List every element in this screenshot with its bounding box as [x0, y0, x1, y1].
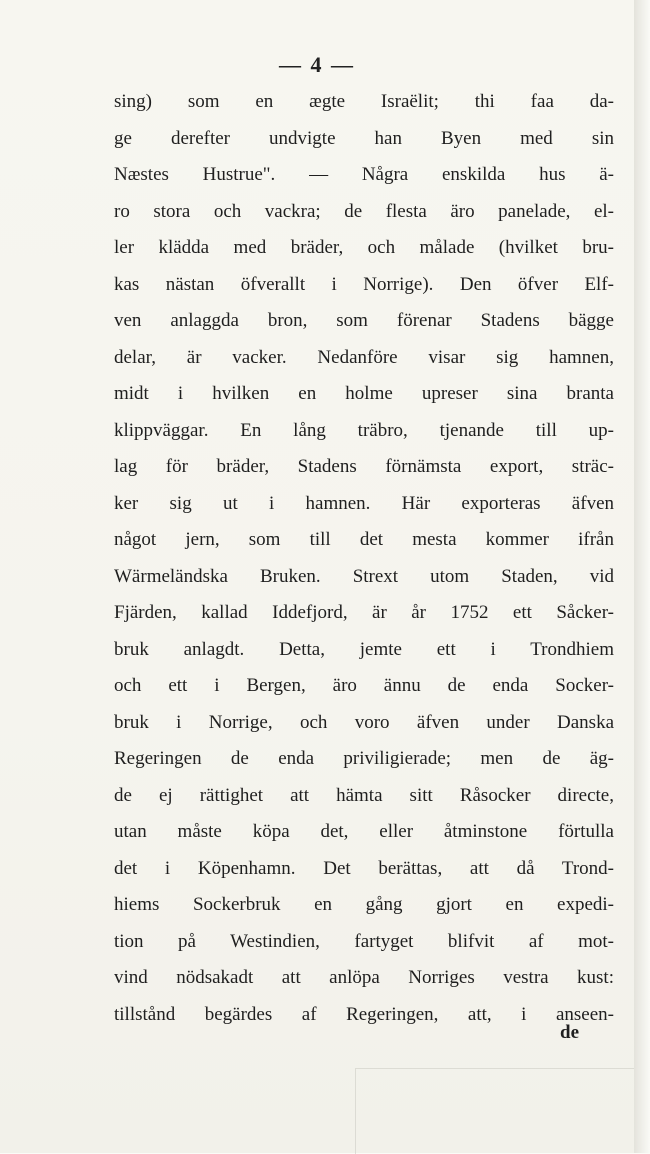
text-line: klippväggar. En lång träbro, tjenande till up-: [114, 419, 614, 441]
text-line: de ej rättighet att hämta sitt Råsocker directe,: [114, 784, 614, 806]
text-line: ler klädda med bräder, och målade (hvilket bru-: [114, 237, 614, 258]
text-line: bruk anlagdt. Detta, jemte ett i Trondhiem: [114, 638, 614, 660]
text-line: det i Köpenhamn. Det berättas, att då Trond-: [114, 857, 614, 879]
text-line: ven anlaggda bron, som förenar Stadens bägge: [114, 310, 614, 331]
text-line: kas nästan öfverallt i Norrige). Den öfver Elf-: [114, 273, 614, 295]
text-line: tillstånd begärdes af Regeringen, att, i anseen-: [114, 1003, 614, 1025]
text-line: Fjärden, kallad Iddefjord, är år 1752 ett Såcker-: [114, 602, 614, 623]
text-line: hiems Sockerbruk en gång gjort en expedi-: [114, 894, 614, 915]
text-line: tion på Westindien, fartyget blifvit af mot-: [114, 930, 614, 952]
text-line: ge derefter undvigte han Byen med sin: [114, 127, 614, 149]
text-line: Regeringen de enda priviligierade; men de äg-: [114, 748, 614, 769]
text-line: midt i hvilken en holme upreser sina branta: [114, 383, 614, 404]
text-line: delar, är vacker. Nedanföre visar sig hamnen,: [114, 346, 614, 368]
text-line: Wärmeländska Bruken. Strext utom Staden, vid: [114, 565, 614, 587]
page-number: — 4 —: [279, 52, 355, 77]
page-edge: [634, 0, 650, 1153]
text-line: och ett i Bergen, äro ännu de enda Socker-: [114, 675, 614, 696]
text-line: bruk i Norrige, och voro äfven under Danska: [114, 711, 614, 733]
text-line: sing) som en ægte Israëlit; thi faa da-: [114, 91, 614, 112]
text-line: vind nödsakadt att anlöpa Norriges vestra kust:: [114, 967, 614, 988]
body-text: [114, 84, 614, 1033]
text-line: något jern, som till det mesta kommer ifrån: [114, 529, 614, 550]
catchword: de: [560, 1022, 579, 1043]
scan-artifact: [355, 1068, 636, 1154]
text-line: ker sig ut i hamnen. Här exporteras äfven: [114, 492, 614, 514]
text-line: lag för bräder, Stadens förnämsta export, sträc-: [114, 456, 614, 477]
text-line: Næstes Hustrue". — Några enskilda hus ä-: [114, 164, 614, 185]
text-line: ro stora och vackra; de flesta äro panelade, el-: [114, 200, 614, 222]
text-line: utan måste köpa det, eller åtminstone förtulla: [114, 821, 614, 842]
